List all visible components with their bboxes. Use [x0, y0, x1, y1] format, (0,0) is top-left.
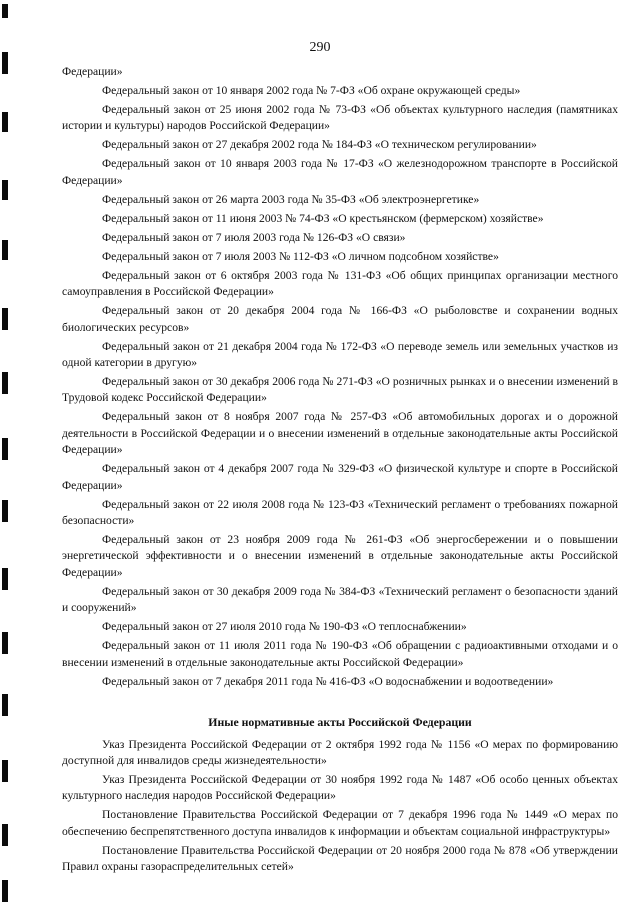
binding-mark: [2, 4, 8, 18]
binding-mark: [2, 760, 8, 782]
federal-laws-list: [62, 64, 618, 690]
act-item: Постановление Правительства Российской Федерации от 20 ноября 2000 года № 878 «Об утверждении Правил охраны газораспределительных сетей»: [62, 843, 618, 874]
continued-text: Федерации»: [62, 65, 123, 78]
binding-mark: [2, 308, 8, 330]
law-item: Федеральный закон от 4 декабря 2007 года № 329-ФЗ «О физической культуре и спорте в Российской Федерации»: [62, 462, 618, 492]
law-item: Федеральный закон от 10 января 2002 года № 7-ФЗ «Об охране окружающей среды»: [102, 84, 521, 97]
law-item: Федеральный закон от 8 ноября 2007 года № 257-ФЗ «Об автомобильных дорогах и о дорожной деятельности в Российской Федерации и о внесении изменений в отдельные законодательные акты Российской Федерации»: [62, 410, 618, 457]
section-heading: Иные нормативные акты Российской Федерации: [208, 715, 472, 730]
law-item: Федеральный закон от 7 декабря 2011 года № 416-ФЗ «О водоснабжении и водоотведении»: [102, 674, 554, 688]
binding-mark: [2, 824, 8, 846]
document-body: [62, 64, 618, 878]
binding-mark: [2, 372, 8, 394]
law-item: Федеральный закон от 22 июля 2008 года № 123-ФЗ «Технический регламент о требованиях пожарной безопасности»: [62, 497, 618, 528]
act-item: Постановление Правительства Российской Федерации от 7 декабря 1996 года № 1449 «О мерах по обеспечению беспрепятственного доступа инвалидов к информации и объектам социальной инфраструктуры»: [62, 808, 618, 838]
law-item: Федеральный закон от 30 декабря 2006 года № 271-ФЗ «О розничных рынках и о внесении изменений в Трудовой кодекс Российской Федерации»: [62, 375, 618, 405]
law-item: Федеральный закон от 7 июля 2003 года № 126-ФЗ «О связи»: [102, 230, 406, 244]
law-item: Федеральный закон от 23 ноября 2009 года № 261-ФЗ «Об энергосбережении и о повышении энергетической эффективности и о внесении изменений в отдельные законодательные акты Российской Федерации»: [62, 533, 618, 579]
law-item: Федеральный закон от 7 июля 2003 № 112-ФЗ «О личном подсобном хозяйстве»: [102, 249, 499, 263]
binding-mark: [2, 438, 8, 460]
law-item: Федеральный закон от 20 декабря 2004 года № 166-ФЗ «О рыболовстве и сохранении водных биологических ресурсов»: [62, 304, 618, 334]
binding-mark: [2, 240, 8, 260]
law-item: Федеральный закон от 6 октября 2003 года № 131-ФЗ «Об общих принципах организации местного самоуправления в Российской Федерации»: [62, 268, 618, 299]
binding-mark: [2, 112, 8, 132]
binding-mark: [2, 694, 8, 716]
law-item: Федеральный закон от 10 января 2003 года № 17-ФЗ «О железнодорожном транспорте в Российской Федерации»: [62, 157, 618, 187]
other-acts-list: [62, 737, 618, 876]
law-item: Федеральный закон от 27 декабря 2002 года № 184-ФЗ «О техническом регулировании»: [102, 138, 537, 152]
law-item: Федеральный закон от 11 июля 2011 года № 190-ФЗ «Об обращении с радиоактивными отходами и о внесении изменений в отдельные законодательные акты Российской Федерации»: [62, 639, 618, 669]
binding-mark: [2, 632, 8, 654]
binding-mark: [2, 500, 8, 522]
law-item: Федеральный закон от 21 декабря 2004 года № 172-ФЗ «О переводе земель или земельных участков из одной категории в другую»: [62, 339, 618, 370]
law-item: Федеральный закон от 26 марта 2003 года № 35-ФЗ «Об электроэнергетике»: [102, 192, 480, 206]
law-item: Федеральный закон от 27 июля 2010 года № 190-ФЗ «О теплоснабжении»: [102, 620, 467, 634]
binding-mark: [2, 880, 8, 902]
binding-edge: [2, 0, 12, 905]
act-item: Указ Президента Российской Федерации от 30 ноября 1992 года № 1487 «Об особо ценных объектах культурного наследия народов Российской Федерации»: [62, 772, 618, 803]
law-item: Федеральный закон от 11 июня 2003 № 74-ФЗ «О крестьянском (фермерском) хозяйстве»: [102, 211, 544, 225]
binding-mark: [2, 180, 8, 200]
binding-mark: [2, 568, 8, 590]
act-item: Указ Президента Российской Федерации от 2 октября 1992 года № 1156 «О мерах по формированию доступной для инвалидов среды жизнедеятельности»: [62, 737, 618, 767]
law-item: Федеральный закон от 30 декабря 2009 года № 384-ФЗ «Технический регламент о безопасности зданий и сооружений»: [62, 584, 618, 615]
page-number: 290: [309, 40, 331, 55]
law-item: Федеральный закон от 25 июня 2002 года № 73-ФЗ «Об объектах культурного наследия (памятниках истории и культуры) народов Российской Федерации»: [62, 103, 618, 133]
